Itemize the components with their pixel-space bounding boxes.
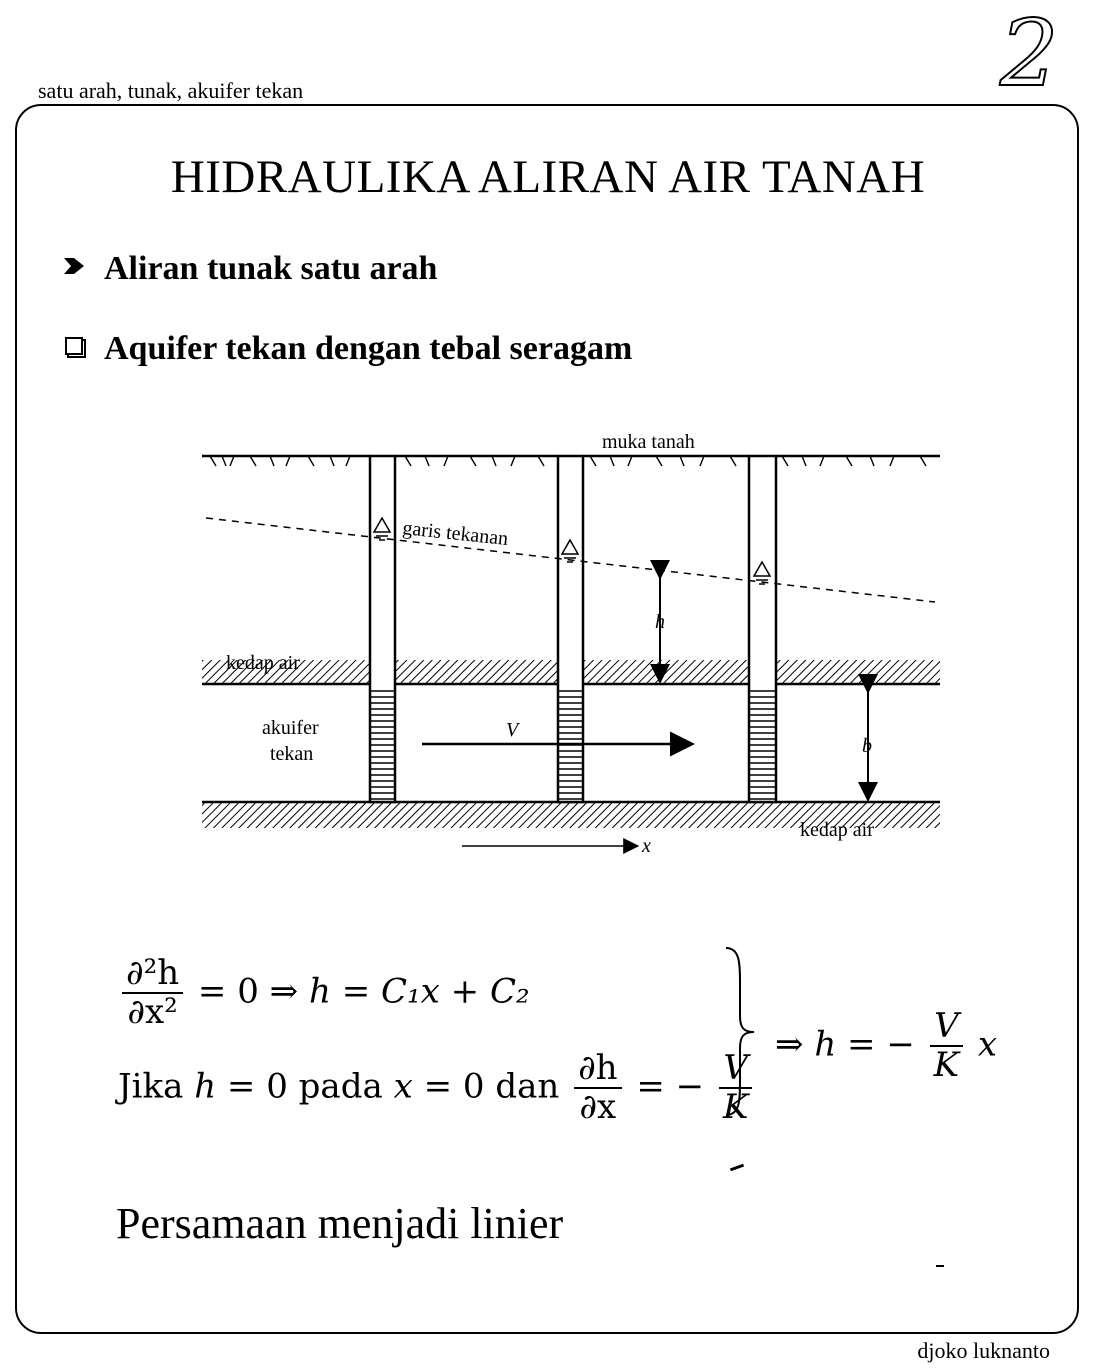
right-brace [722, 944, 762, 1119]
bullet-item-1 [62, 250, 437, 288]
label-velocity: V [506, 719, 519, 741]
stray-mark [936, 1265, 944, 1267]
bullet-text-2: Aquifer tekan dengan tebal seragam [104, 330, 633, 367]
label-thickness: b [862, 735, 872, 757]
aquifer-diagram [190, 418, 950, 868]
equation-line-1: $\frac{\text{∂²h}}{\text{∂x²}}$ = 0 ⇒ h = C₁x + C₂ [118, 955, 530, 1032]
result-v-over-k-fraction: $\frac{V}{K}$ [930, 1008, 963, 1085]
bullet-text-1: Aliran tunak satu arah [104, 250, 438, 287]
square-bullet-icon [62, 330, 104, 368]
header-subtitle: satu arah, tunak, akuifer tekan [38, 78, 304, 103]
well-1 [370, 456, 395, 802]
conclusion-text: Persamaan menjadi linier [116, 1199, 564, 1248]
page-title: HIDRAULIKA ALIRAN AIR TANAH [170, 151, 926, 203]
v-over-k-fraction: $\frac{V}{K}$ [719, 1050, 752, 1127]
bullet-item-2 [62, 330, 632, 368]
well-2 [558, 456, 583, 802]
label-kedap-air-upper: kedap air [226, 652, 300, 674]
footer-author: djoko luknanto [917, 1338, 1050, 1363]
label-x-axis: x [642, 835, 651, 857]
label-tekan: tekan [270, 743, 314, 765]
well-3 [749, 456, 776, 802]
label-akuifer: akuifer [262, 717, 319, 739]
second-derivative-fraction: $\frac{\text{∂²h}}{\text{∂x²}}$ [122, 955, 183, 1032]
label-head: h [655, 611, 665, 633]
label-kedap-air-lower: kedap air [800, 819, 874, 841]
arrow-bullet-icon [62, 250, 104, 288]
equation-result: ⇒ h = − $\frac{V}{K}$ x [775, 1006, 998, 1086]
label-muka-tanah: muka tanah [602, 431, 695, 453]
page-number: 2 [1000, 0, 1059, 107]
label-garis-tekanan: garis tekanan [401, 517, 510, 551]
first-derivative-fraction: $\frac{\partial h}{\partial x}$ [574, 1050, 621, 1127]
equation-line-2: Jika h = 0 pada x = 0 dan $\frac{\partial h}{\partial x}$ = − $\frac{V}{K}$ [118, 1050, 756, 1127]
